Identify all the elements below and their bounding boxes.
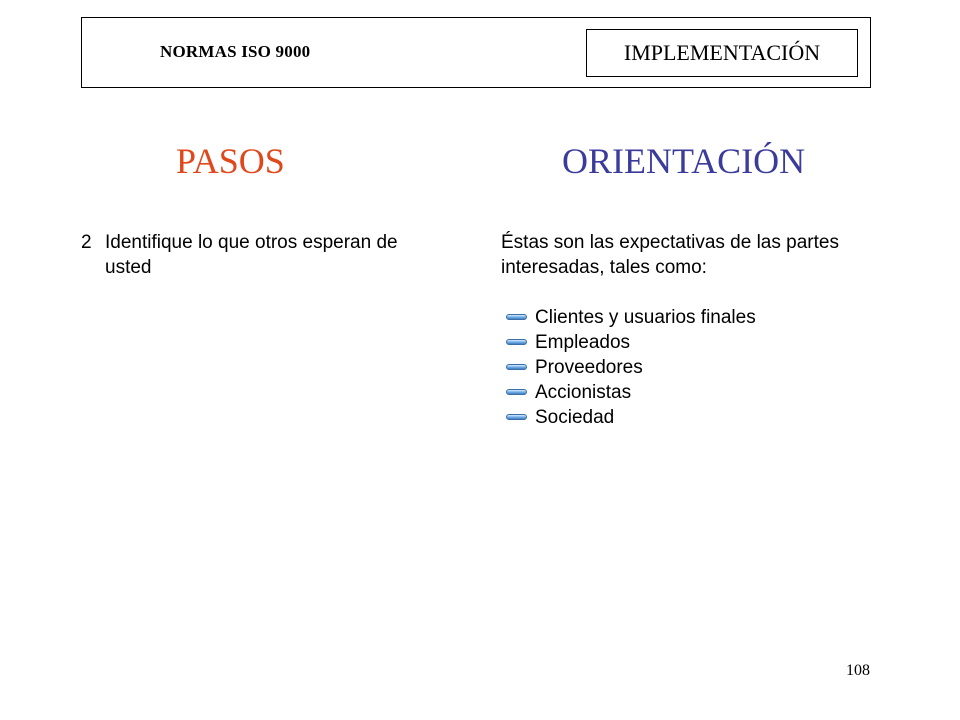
- step-number: 2: [81, 232, 92, 253]
- orientacion-heading: ORIENTACIÓN: [562, 141, 806, 181]
- orientation-intro: Éstas son las expectativas de las partes interesadas, tales como:: [501, 232, 839, 278]
- section-label-box: IMPLEMENTACIÓN: [586, 29, 858, 77]
- list-item: [501, 405, 881, 430]
- bullet-icon: [506, 339, 527, 345]
- list-item-label: Sociedad: [535, 407, 615, 428]
- bullet-icon: [506, 389, 527, 395]
- orientation-block: [501, 230, 881, 430]
- list-item-label: Empleados: [535, 332, 631, 353]
- list-item: [501, 330, 881, 355]
- list-item-label: Proveedores: [535, 357, 643, 378]
- bullet-icon: [506, 364, 527, 370]
- bullet-icon: [506, 314, 527, 320]
- list-item: [501, 355, 881, 380]
- pasos-heading: PASOS: [176, 141, 285, 181]
- page-number: 108: [846, 662, 870, 679]
- list-item-label: Clientes y usuarios finales: [535, 307, 756, 328]
- list-item: [501, 380, 881, 405]
- stakeholder-list: [501, 305, 881, 430]
- bullet-icon: [506, 414, 527, 420]
- list-item-label: Accionistas: [535, 382, 632, 403]
- document-title: NORMAS ISO 9000: [160, 42, 311, 61]
- list-item: [501, 305, 881, 330]
- header-box: [81, 17, 871, 88]
- step-text: Identifique lo que otros esperan de usted: [105, 232, 398, 278]
